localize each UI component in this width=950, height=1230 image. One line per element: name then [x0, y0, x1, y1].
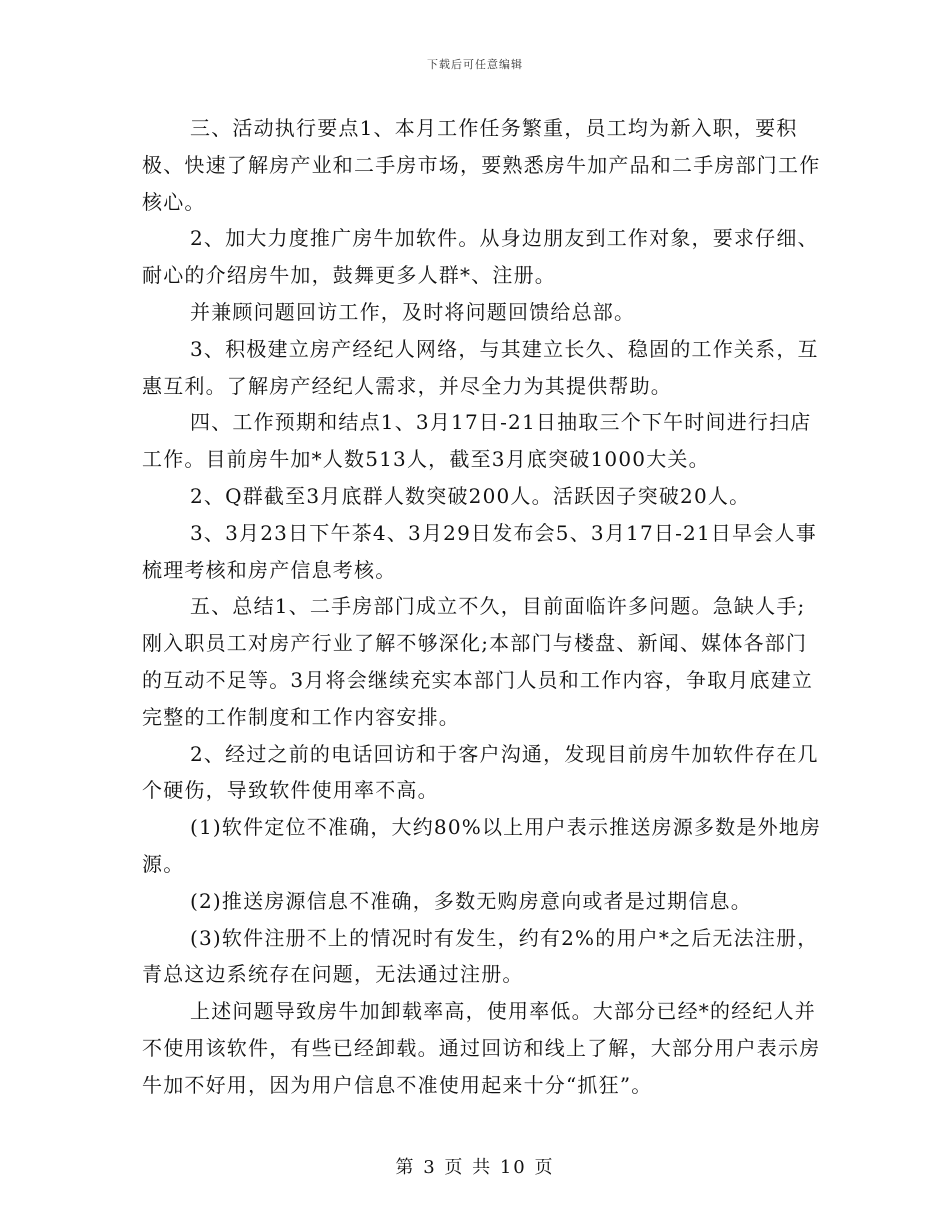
paragraph-customer-feedback: 2、经过之前的电话回访和于客户沟通，发现目前房牛加软件存在几个硬伤，导致软件使用率不高。: [142, 741, 819, 803]
paragraph-schedule: 3、3月23日下午茶4、3月29日发布会5、3月17日-21日早会人事梳理考核和房产信息考核。: [142, 520, 817, 582]
page-number: 第 3 页 共 10 页: [395, 1157, 555, 1178]
paragraph-issue-2: (2)推送房源信息不准确，多数无购房意向或者是过期信息。: [190, 888, 752, 913]
paragraph-agent-network: 3、积极建立房产经纪人网络，与其建立长久、稳固的工作关系，互惠互利。了解房产经纪人需求，并尽全力为其提供帮助。: [142, 336, 819, 398]
paragraph-q-group: 2、Q群截至3月底群人数突破200人。活跃因子突破20人。: [190, 483, 751, 508]
paragraph-follow-up: 并兼顾问题回访工作，及时将问题回馈给总部。: [190, 299, 636, 324]
page-header: 下载后可任意编辑: [427, 58, 523, 71]
paragraph-promote-software: 2、加大力度推广房牛加软件。从身边朋友到工作对象，要求仔细、耐心的介绍房牛加，鼓舞更多人群*、注册。: [142, 226, 819, 288]
paragraph-summary: 五、总结1、二手房部门成立不久，目前面临许多问题。急缺人手;刚入职员工对房产行业了解不够深化;本部门与楼盘、新闻、媒体各部门的互动不足等。3月将会继续充实本部门人员和工作内容，争取月底建立完整的工作制度和工作内容安排。: [142, 594, 814, 729]
document-body: [142, 110, 822, 1104]
paragraph-work-expectations: 四、工作预期和结点1、3月17日-21日抽取三个下午时间进行扫店工作。目前房牛加*人数513人，截至3月底突破1000大关。: [142, 410, 812, 472]
paragraph-activity-points: 三、活动执行要点1、本月工作任务繁重，员工均为新入职，要积极、快速了解房产业和二手房市场，要熟悉房牛加产品和二手房部门工作核心。: [142, 116, 821, 214]
paragraph-issue-1: (1)软件定位不准确，大约80%以上用户表示推送房源多数是外地房源。: [142, 815, 822, 876]
paragraph-conclusion: 上述问题导致房牛加卸载率高，使用率低。大部分已经*的经纪人并不使用该软件，有些已经卸载。通过回访和线上了解，大部分用户表示房牛加不好用，因为用户信息不准使用起来十分“抓狂”。: [142, 999, 821, 1097]
paragraph-issue-3: (3)软件注册不上的情况时有发生，约有2%的用户*之后无法注册，青总这边系统存在问题，无法通过注册。: [142, 925, 819, 987]
